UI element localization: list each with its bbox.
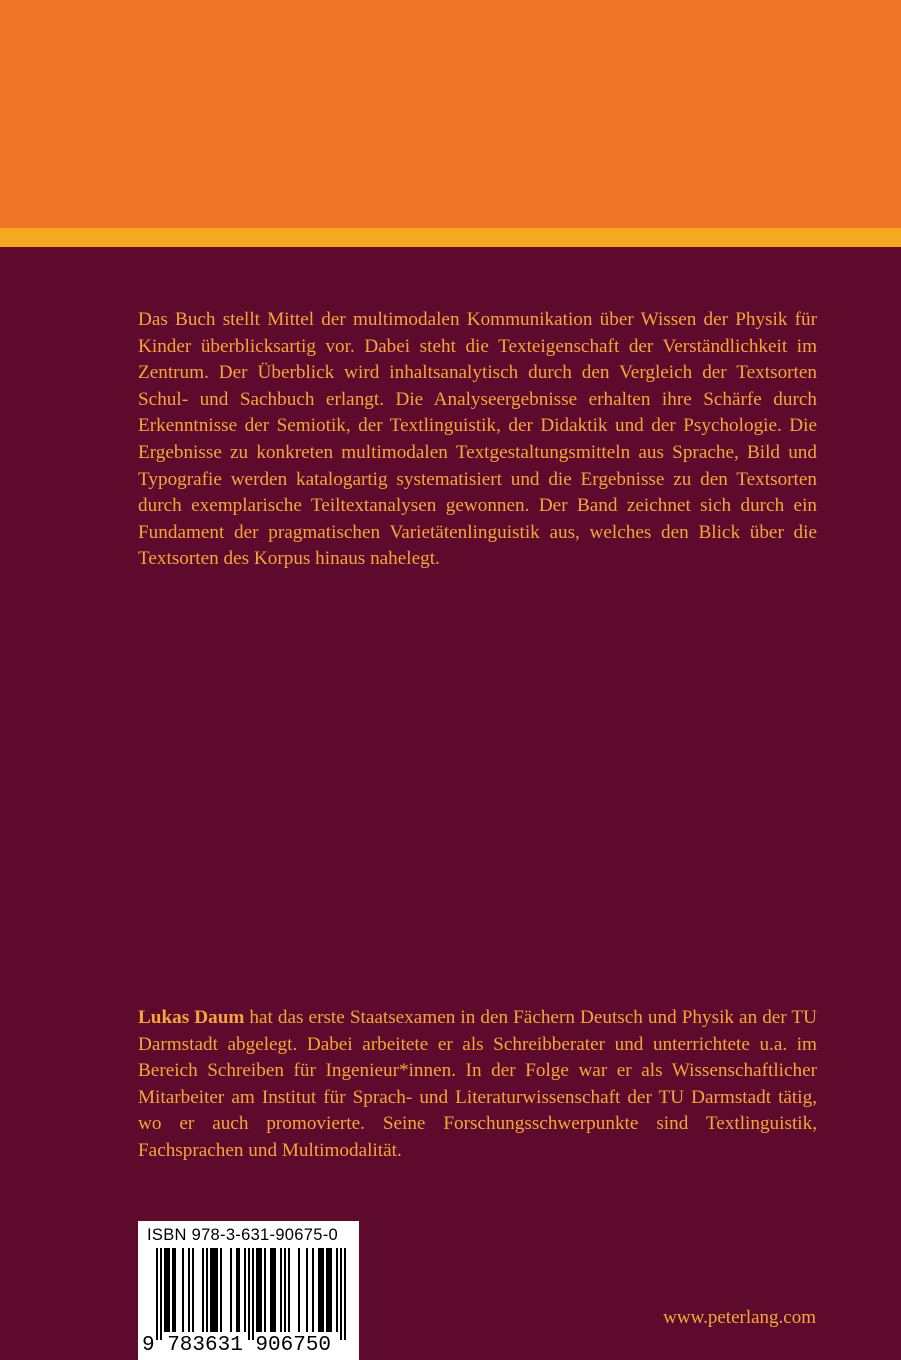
barcode-bar — [220, 1248, 222, 1332]
barcode-bar — [260, 1248, 262, 1332]
barcode-bar — [248, 1248, 250, 1340]
barcode-bar — [230, 1248, 232, 1332]
barcode-bar — [244, 1248, 246, 1332]
barcode-bar — [216, 1248, 218, 1332]
barcode-bar — [344, 1248, 346, 1340]
barcode-bar — [298, 1248, 300, 1332]
barcode-bar — [160, 1248, 162, 1340]
author-bio-text: hat das erste Staatsexamen in den Fächern Deutsch und Physik an der TU Darmstadt abgelegt. Dabei arbeitete er als Schreibberater und unterrichtete u.a. im Bereich Schreiben für Ingenieur*innen. In der Folge war er als Wissenschaftlicher Mitarbeiter am Institut für Sprach- und Literaturwissenschaft der TU Darmstadt tätig, wo er auch promovierte. Seine Forschungsschwerpunkte sind Textlinguistik, Fachsprachen und Multimodalität. — [138, 1007, 818, 1161]
barcode-bar — [258, 1248, 260, 1332]
barcode-bar — [172, 1248, 174, 1332]
barcode-bar — [270, 1248, 272, 1332]
barcode-bar — [166, 1248, 168, 1332]
barcode-bar — [210, 1248, 212, 1332]
barcode-bar — [306, 1248, 308, 1332]
barcode-bar — [156, 1248, 158, 1340]
barcode-bar — [212, 1248, 214, 1332]
barcode-bar — [188, 1248, 190, 1332]
barcode-bar — [256, 1248, 258, 1332]
barcode-bar — [312, 1248, 314, 1332]
barcode-bar — [272, 1248, 274, 1332]
barcode-bar — [264, 1248, 266, 1332]
barcode-bar — [174, 1248, 176, 1332]
isbn-barcode — [138, 1221, 359, 1360]
book-description: Das Buch stellt Mittel der multimodalen Kommunikation über Wissen der Physik für Kinder überblicksartig vor. Dabei steht die Texteigenschaft der Verständlichkeit im Zentrum. Der Überblick wird inhaltsanalytisch durch den Vergleich der Textsorten Schul- und Sachbuch erlangt. Die Analyseergebnisse erhalten ihre Schärfe durch Erkenntnisse der Semiotik, der Textlinguistik, der Didaktik und der Psychologie. Die Ergebnisse zu konkreten multimodalen Textgestaltungsmitteln aus Sprache, Bild und Typografie werden katalogartig systematisiert und die Ergebnisse zu den Textsorten durch exemplarische Teiltextanalysen gewonnen. Der Band zeichnet sich durch ein Fundament der pragmatischen Varietätenlinguistik aus, welches den Blick über die Textsorten des Korpus hinaus nahelegt. — [138, 309, 817, 570]
barcode-bar — [330, 1248, 332, 1332]
author-name: Lukas Daum — [138, 1007, 245, 1028]
barcode-bar — [192, 1248, 194, 1332]
barcode-bar — [288, 1248, 290, 1332]
barcode-bar — [238, 1248, 240, 1332]
top-color-band — [0, 0, 901, 228]
barcode-bar — [336, 1248, 338, 1332]
barcode-bar — [206, 1248, 208, 1332]
publisher-website: www.peterlang.com — [663, 1307, 816, 1328]
barcode-bar — [326, 1248, 328, 1332]
author-biography — [138, 1005, 817, 1165]
barcode-bar — [322, 1248, 324, 1332]
barcode-bar — [214, 1248, 216, 1332]
barcode-bar — [164, 1248, 166, 1332]
barcode-bar — [274, 1248, 276, 1332]
barcode-bar — [320, 1248, 322, 1332]
barcode-bar — [284, 1248, 286, 1332]
barcode-bar — [328, 1248, 330, 1332]
barcode-bar — [340, 1248, 342, 1340]
isbn-label: ISBN 978-3-631-90675-0 — [147, 1226, 338, 1244]
barcode-bar — [202, 1248, 204, 1332]
barcode-bar — [182, 1248, 184, 1332]
barcode-bar — [280, 1248, 282, 1332]
barcode-bar — [168, 1248, 170, 1332]
barcode-digits: 9 783631 906750 — [142, 1334, 332, 1357]
barcode-bar — [252, 1248, 254, 1340]
barcode-bar — [236, 1248, 238, 1332]
accent-stripe — [0, 228, 901, 247]
barcode-bar — [318, 1248, 320, 1332]
